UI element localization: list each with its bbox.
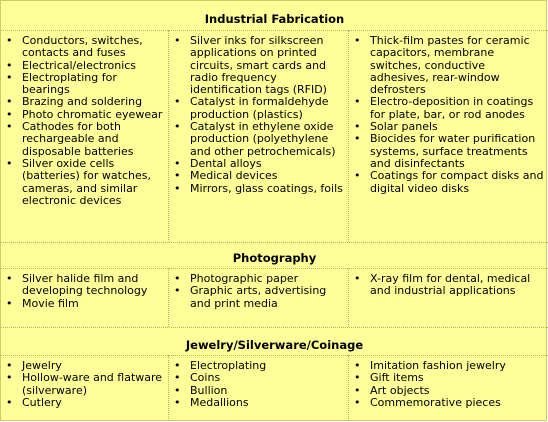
list-item: • Cutlery	[1, 397, 165, 409]
photography-col-1	[1, 273, 165, 310]
industrial-col-3	[349, 35, 545, 195]
list-item: • Medical devices	[169, 170, 347, 182]
divider	[1, 268, 548, 269]
list-item: • Commemorative pieces	[349, 397, 545, 409]
list-item: • Silver oxide cells (batteries) for watches, cameras, and similar electronic devices	[1, 158, 165, 207]
list-item: • Biocides for water purification systems, surface treatments and disinfectants	[349, 133, 545, 170]
list-item: • Catalyst in formaldehyde production (plastics)	[169, 96, 347, 121]
jewelry-col-3	[349, 360, 545, 409]
list-item: • Cathodes for both rechargeable and disposable batteries	[1, 121, 165, 158]
list-item: • Electro-deposition in coatings for plate, bar, or rod anodes	[349, 96, 545, 121]
divider	[1, 355, 548, 356]
section-title-photography: Photography	[232, 251, 317, 265]
list-item: • Electrical/electronics	[1, 60, 165, 72]
list-item: • Graphic arts, advertising and print media	[169, 285, 347, 310]
list-item: • Dental alloys	[169, 158, 347, 170]
list-item: • Solar panels	[349, 121, 545, 133]
list-item: • Imitation fashion jewelry	[349, 360, 545, 372]
list-item: • Coatings for compact disks and digital video disks	[349, 170, 545, 195]
list-item: • Electroplating	[169, 360, 347, 372]
list-item: • Hollow-ware and flatware (silverware)	[1, 372, 165, 397]
list-item: • X-ray film for dental, medical and industrial applications	[349, 273, 545, 298]
list-item: • Medallions	[169, 397, 347, 409]
section-title-jewelry-silverware-coinage: Jewelry/Silverware/Coinage	[185, 338, 364, 352]
photography-col-3	[349, 273, 545, 298]
industrial-col-1	[1, 35, 165, 207]
divider	[1, 30, 548, 31]
list-item: • Gift items	[349, 372, 545, 384]
list-item: • Conductors, switches, contacts and fuses	[1, 35, 165, 60]
list-item: • Catalyst in ethylene oxide production (polyethylene and other petrochemicals)	[169, 121, 347, 158]
list-item: • Photo chromatic eyewear	[1, 109, 165, 121]
list-item: • Jewelry	[1, 360, 165, 372]
jewelry-col-1	[1, 360, 165, 409]
list-item: • Photographic paper	[169, 273, 347, 285]
photography-col-2	[169, 273, 347, 310]
list-item: • Brazing and soldering	[1, 96, 165, 108]
list-item: • Movie film	[1, 298, 165, 310]
section-title-industrial-fabrication: Industrial Fabrication	[204, 12, 345, 26]
industrial-col-2	[169, 35, 347, 195]
list-item: • Mirrors, glass coatings, foils	[169, 183, 347, 195]
list-item: • Art objects	[349, 385, 545, 397]
list-item: • Silver inks for silkscreen applications on printed circuits, smart cards and radio frequency identification tags (RFID)	[169, 35, 347, 96]
list-item: • Coins	[169, 372, 347, 384]
jewelry-col-2	[169, 360, 347, 409]
list-item: • Thick-film pastes for ceramic capacitors, membrane switches, conductive adhesives, rear-window defrosters	[349, 35, 545, 96]
list-item: • Silver halide film and developing technology	[1, 273, 165, 298]
divider	[1, 327, 548, 328]
divider	[1, 242, 548, 243]
list-item: • Electroplating for bearings	[1, 72, 165, 97]
list-item: • Bullion	[169, 385, 347, 397]
